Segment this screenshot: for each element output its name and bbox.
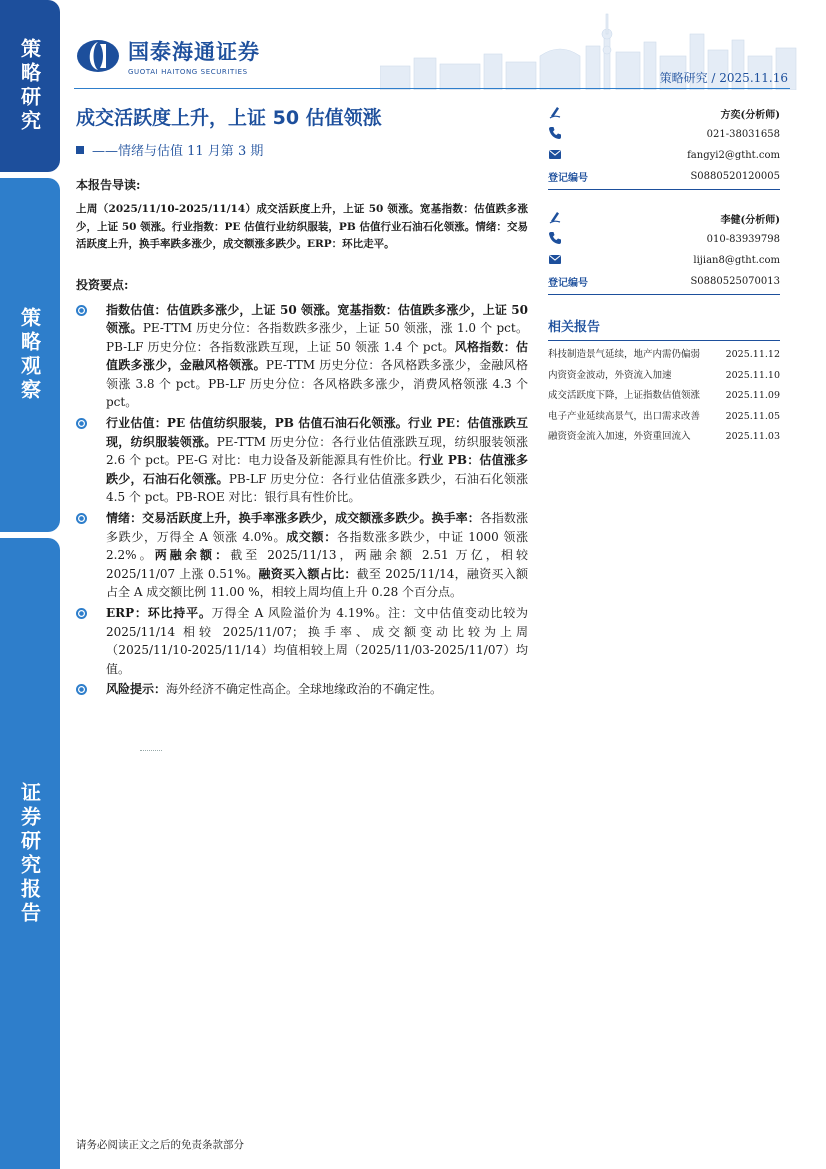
related-report-item[interactable] [548,407,780,428]
related-report-item[interactable] [548,427,780,448]
key-point-text: 截至 2025/11/14，融资买入额占全 A 成交额比例 11.00 %，相较上周均值上升 0.28 个百分点。 [106,566,528,600]
key-point-text: PE-TTM 历史分位：各指数跌多涨少，上证 50 领涨，涨 1.0 个 pct。PB-LF 历史分位：各指数涨跌互现，上证 50 领涨 1.4 个 pct。 [106,321,528,354]
key-point [76,301,528,413]
logo-chinese-name: 国泰海通证券 [128,40,260,64]
circle-bullet-icon [76,608,87,619]
sidebar-tab-strategy-research [0,0,60,172]
key-point-bold-text: 融资买入额占比： [258,566,357,581]
key-points-heading: 投资要点: [76,277,129,292]
key-point [76,509,528,602]
report-subtitle-text: ——情绪与估值 11 月第 3 期 [92,144,264,159]
related-report-date: 2025.11.09 [725,390,780,401]
sidebar-tab-label: 证券研究报告 [17,781,42,926]
related-reports [548,316,780,448]
square-bullet-icon [76,146,84,154]
phone-icon [548,231,562,248]
key-point-text: 各指数涨多跌少，万得全 A 领涨 4.0%。 [106,511,528,544]
registration-number: S0880520120005 [690,171,780,182]
analyst-phone: 010-83939798 [706,234,780,245]
registration-label: 登记编号 [548,173,588,184]
related-report-title: 成交活跃度下降，上证指数估值领涨 [548,390,701,401]
sidebar-tab-strategy-observation [0,178,60,532]
related-report-date: 2025.11.05 [725,410,780,422]
sidebar-tab-label: 策略研究 [17,38,42,134]
key-point-bold-text: 成交额： [286,529,337,544]
sidebar-tab-securities-report [0,538,60,1169]
analyst-email[interactable]: lijian8@gtht.com [693,255,780,266]
related-report-title: 电子产业延续高景气，出口需求改善 [548,410,701,422]
mail-icon [548,252,562,269]
analyst-phone: 021-38031658 [706,129,780,140]
analyst-divider [548,294,780,295]
key-point [76,680,528,699]
key-point-bold-text: 行业 PB：估值涨多跌少，石油石化领涨。 [106,453,528,486]
header-divider [74,88,790,89]
guide-heading: 本报告导读: [76,178,141,192]
circle-bullet-icon [76,513,87,524]
key-point-bold-text: 两融余额： [154,548,231,563]
related-report-title: 融资资金流入加速，外资重回流入 [548,431,691,442]
pen-icon [548,210,562,227]
key-point [76,604,528,678]
category-date: 策略研究 / 2025.11.16 [659,71,788,85]
logo-english-name: GUOTAI HAITONG SECURITIES [128,68,248,76]
related-reports-heading: 相关报告 [548,316,780,341]
related-report-item[interactable] [548,345,780,366]
key-point-text: 海外经济不确定性高企。全球地缘政治的不确定性。 [166,682,443,697]
main-content [76,176,528,701]
analyst-name: 李健(分析师) [720,215,780,226]
divider-mark [140,750,162,751]
related-report-item[interactable] [548,366,780,387]
logo-mark-icon [76,39,120,73]
related-report-title: 科技制造景气延续，地产内需仍偏弱 [548,349,701,360]
related-report-date: 2025.11.10 [725,369,780,381]
related-report-date: 2025.11.12 [725,349,780,360]
registration-label: 登记编号 [548,278,588,289]
key-point-bold-text: 风险提示： [106,682,167,697]
key-points-list [76,301,528,699]
mail-icon [548,147,562,164]
circle-bullet-icon [76,684,87,695]
pen-icon [548,105,562,122]
analyst-card [548,103,780,190]
analyst-card [548,208,780,295]
key-point-text: 截至 2025/11/13，两融余额 2.51 万亿，相较 2025/11/07 上涨 0.51%。 [106,548,528,581]
analyst-name: 方奕(分析师) [720,110,780,121]
circle-bullet-icon [76,305,87,316]
registration-number: S0880525070013 [690,276,780,287]
key-point-bold-text: 行业估值：PE 估值纺织服装，PB 估值石油石化领涨。行业 PE：估值涨跌互现，纺织服装领涨。 [106,416,528,449]
analyst-divider [548,189,780,190]
circle-bullet-icon [76,418,87,429]
key-point-text: PE-TTM 历史分位：各风格跌多涨少，金融风格领涨 3.8 个 pct。PB-LF 历史分位：各风格跌多涨少，消费风格领涨 4.3 个 pct。 [106,358,528,410]
sidebar-tab-label: 策略观察 [17,307,42,403]
guide-text: 上周（2025/11/10-2025/11/14）成交活跃度上升，上证 50 领涨。宽基指数：估值跌多涨少，上证 50 领涨。行业指数：PE 估值行业纺织服装，PB 估值行业石油石化领涨。情绪：交易活跃度上升，换手率跌多涨少，成交额涨多跌少。ERP：环比走平。 [76,203,528,250]
phone-icon [548,126,562,143]
key-point-text: 各指数涨多跌少，中证 1000 领涨 2.2%。 [106,529,528,563]
key-point-text: 万得全 A 风险溢价为 4.19%。注：文中估值变动比较为 2025/11/14 相较 2025/11/07；换手率、成交额变动比较为上周（2025/11/10-2025/11/14）均值相较上周（2025/11/03-2025/11/07）均值。 [106,606,528,676]
key-point-bold-text: 情绪：交易活跃度上升，换手率涨多跌少，成交额涨多跌少。换手率： [106,511,480,526]
key-point-bold-text: ERP：环比持平。 [106,606,212,620]
company-logo [76,36,260,76]
key-point-text: PB-LF 历史分位：各行业估值涨多跌少，石油石化领涨 4.5 个 pct。PB-ROE 对比：银行具有性价比。 [106,471,528,505]
related-report-title: 内资资金波动，外资流入加速 [548,369,672,381]
key-point-text: PE-TTM 历史分位：各行业估值涨跌互现，纺织服装领涨 2.6 个 pct。PE-G 对比：电力设备及新能源具有性价比。 [106,434,528,468]
report-title: 成交活跃度上升，上证 50 估值领涨 [76,107,382,129]
left-sidebar [0,0,60,1169]
footer-disclaimer: 请务必阅读正文之后的免责条款部分 [76,1139,244,1151]
key-point-bold-text: 指数估值：估值跌多涨少，上证 50 领涨。宽基指数：估值跌多涨少，上证 50 领涨。 [106,302,528,336]
related-report-date: 2025.11.03 [725,431,780,442]
related-report-item[interactable] [548,386,780,407]
analyst-email[interactable]: fangyi2@gtht.com [687,150,780,161]
key-point [76,414,528,507]
report-subtitle [76,140,263,159]
key-point-bold-text: 风格指数：估值跌多涨少，金融风格领涨。 [106,339,528,373]
